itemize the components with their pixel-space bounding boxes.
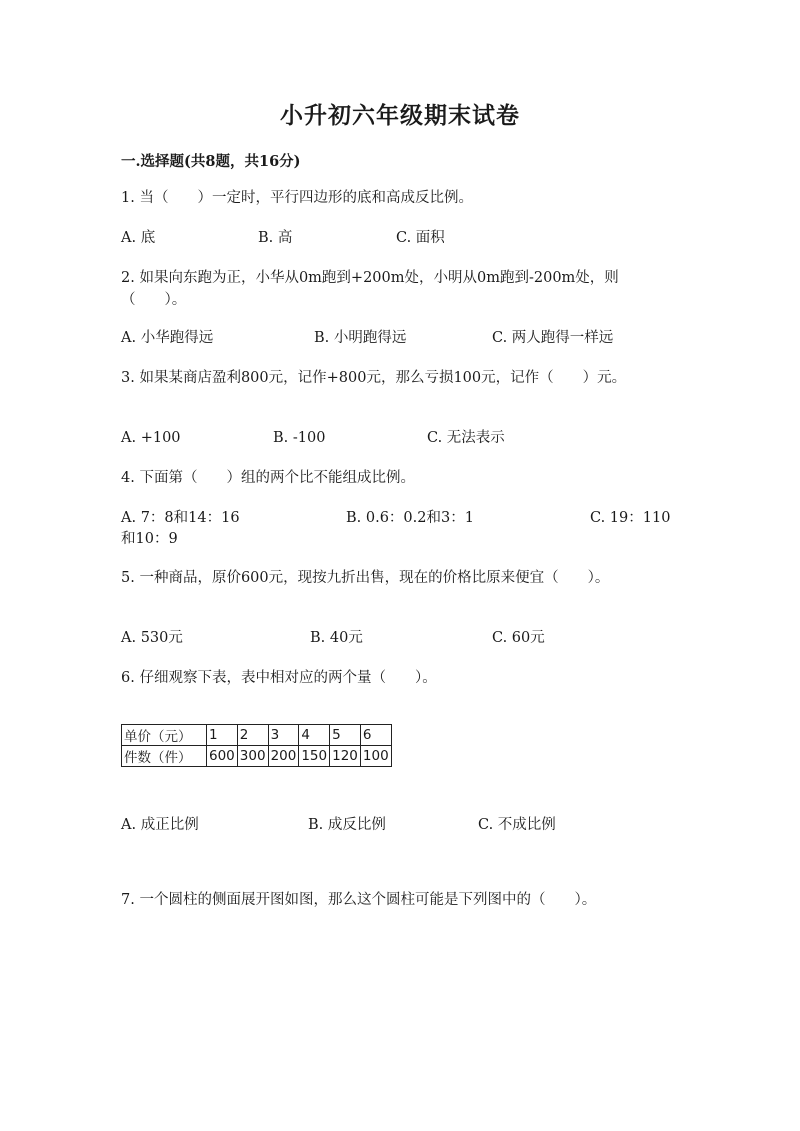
q3-option-b[interactable]: B. -100 — [273, 430, 326, 446]
section-heading: 一.选择题(共8题，共16分) — [121, 153, 301, 170]
table-cell: 件数（件） — [122, 746, 207, 767]
q3-option-a[interactable]: A. +100 — [121, 430, 181, 446]
q4-option-c-continued: 和10：9 — [121, 531, 178, 547]
q4-option-b[interactable]: B. 0.6：0.2和3：1 — [346, 510, 474, 526]
table-cell: 200 — [268, 746, 299, 767]
q1-option-a[interactable]: A. 底 — [121, 230, 156, 246]
question-6: 6. 仔细观察下表，表中相对应的两个量（ ）。 — [121, 670, 437, 686]
table-cell: 600 — [207, 746, 238, 767]
q2-option-a[interactable]: A. 小华跑得远 — [121, 330, 214, 346]
table-cell: 5 — [330, 725, 361, 746]
table-row — [122, 746, 392, 767]
q5-option-c[interactable]: C. 60元 — [492, 630, 545, 646]
table-cell: 6 — [360, 725, 391, 746]
table-row — [122, 725, 392, 746]
q3-option-c[interactable]: C. 无法表示 — [427, 430, 505, 446]
q2-option-b[interactable]: B. 小明跑得远 — [314, 330, 407, 346]
table-cell: 150 — [299, 746, 330, 767]
table-cell: 120 — [330, 746, 361, 767]
question-1: 1. 当（ ）一定时，平行四边形的底和高成反比例。 — [121, 190, 473, 206]
question-3: 3. 如果某商店盈利800元，记作+800元，那么亏损100元，记作（ ）元。 — [121, 370, 627, 386]
table-cell: 单价（元） — [122, 725, 207, 746]
q6-option-c[interactable]: C. 不成比例 — [478, 817, 556, 833]
question-4: 4. 下面第（ ）组的两个比不能组成比例。 — [121, 470, 415, 486]
q5-option-a[interactable]: A. 530元 — [121, 630, 183, 646]
q4-option-c[interactable]: C. 19：110 — [590, 510, 671, 526]
question-2-line2: （ ）。 — [121, 292, 187, 308]
table-cell: 2 — [237, 725, 268, 746]
q2-option-c[interactable]: C. 两人跑得一样远 — [492, 330, 614, 346]
q6-option-b[interactable]: B. 成反比例 — [308, 817, 386, 833]
question-5: 5. 一种商品，原价600元，现按九折出售，现在的价格比原来便宜（ ）。 — [121, 570, 610, 586]
price-quantity-table — [121, 724, 392, 767]
question-7: 7. 一个圆柱的侧面展开图如图，那么这个圆柱可能是下列图中的（ ）。 — [121, 892, 597, 908]
table-cell: 3 — [268, 725, 299, 746]
q6-option-a[interactable]: A. 成正比例 — [121, 817, 199, 833]
page-title: 小升初六年级期末试卷 — [280, 102, 520, 129]
table-cell: 300 — [237, 746, 268, 767]
question-2-line1: 2. 如果向东跑为正，小华从0m跑到+200m处，小明从0m跑到-200m处，则 — [121, 270, 619, 286]
table-cell: 4 — [299, 725, 330, 746]
table-cell: 100 — [360, 746, 391, 767]
table-cell: 1 — [207, 725, 238, 746]
q5-option-b[interactable]: B. 40元 — [310, 630, 363, 646]
q1-option-b[interactable]: B. 高 — [258, 230, 293, 246]
q4-option-a[interactable]: A. 7：8和14：16 — [121, 510, 240, 526]
q1-option-c[interactable]: C. 面积 — [396, 230, 445, 246]
